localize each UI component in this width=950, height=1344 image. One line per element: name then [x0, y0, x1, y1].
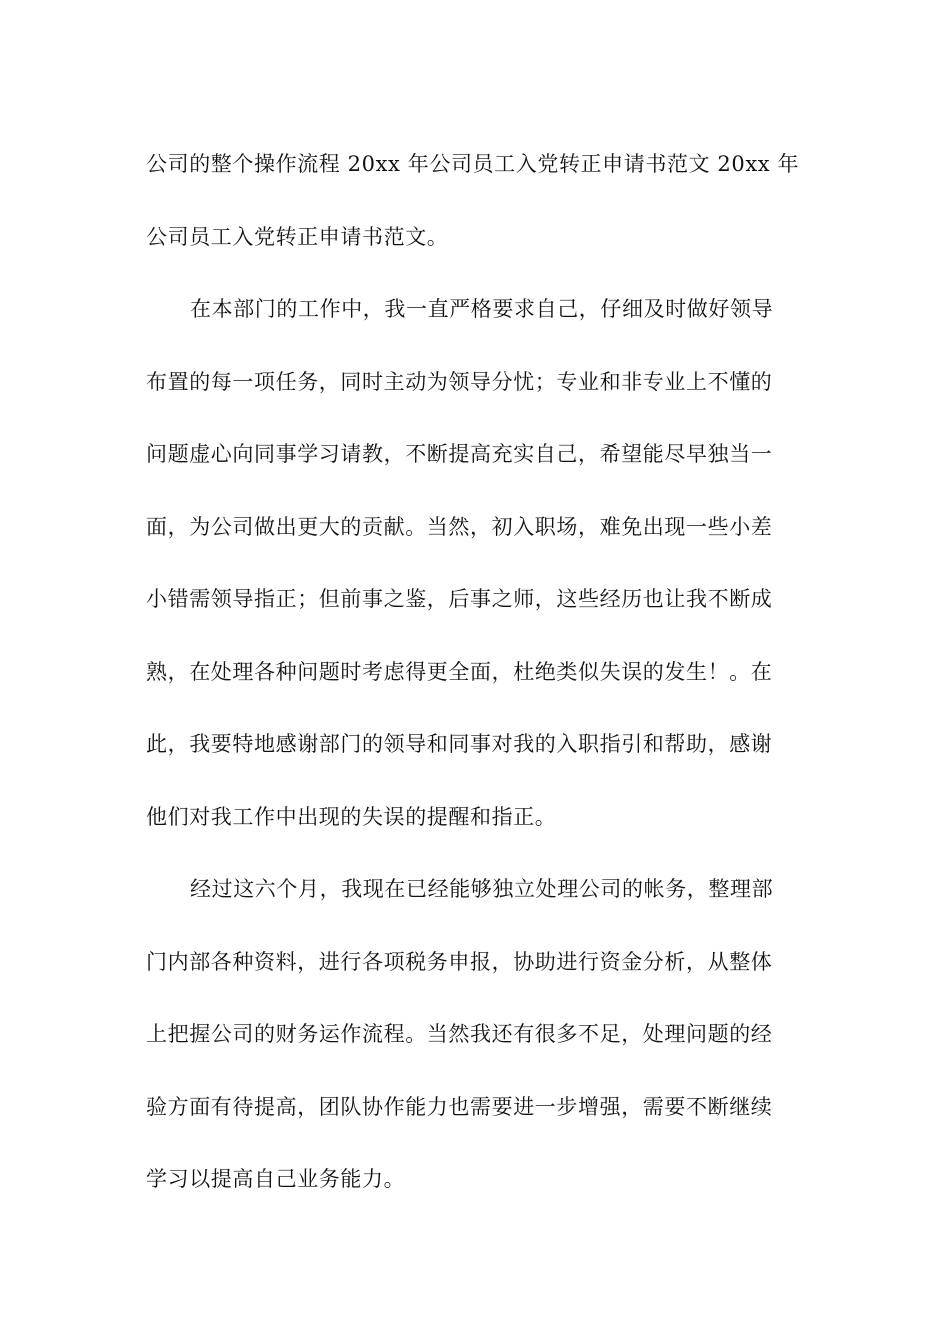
paragraph-line: 他们对我工作中出现的失误的提醒和指正。: [146, 804, 557, 829]
document-body: [146, 128, 806, 1216]
paragraph-line: 上把握公司的财务运作流程。当然我还有很多不足，处理问题的经: [146, 1022, 773, 1046]
paragraph-line: 门内部各种资料，进行各项税务申报，协助进行资金分析，从整体: [146, 949, 773, 974]
paragraph-line: 在本部门的工作中，我一直严格要求自己，仔细及时做好领导: [190, 297, 774, 321]
paragraph-line: 面，为公司做出更大的贡献。当然，初入职场，难免出现一些小差: [146, 514, 773, 539]
paragraph-line: 小错需领导指正；但前事之鉴，后事之师，这些经历也让我不断成: [146, 587, 773, 611]
paragraph-line: 熟，在处理各种问题时考虑得更全面，杜绝类似失误的发生！。在: [146, 659, 773, 684]
paragraph-line: 公司员工入党转正申请书范文。: [146, 224, 449, 249]
paragraph-1: [146, 128, 806, 273]
paragraph-2: [146, 273, 806, 853]
paragraph-line: 此，我要特地感谢部门的领导和同事对我的入职指引和帮助，感谢: [146, 732, 773, 756]
paragraph-3: [146, 853, 806, 1216]
paragraph-line: 学习以提高自己业务能力。: [146, 1167, 406, 1191]
paragraph-line: 经过这六个月，我现在已经能够独立处理公司的帐务，整理部: [190, 877, 774, 901]
paragraph-line: 公司的整个操作流程 20xx 年公司员工入党转正申请书范文 20xx 年: [146, 152, 800, 176]
paragraph-line: 验方面有待提高，团队协作能力也需要进一步增强，需要不断继续: [146, 1094, 773, 1119]
paragraph-line: 布置的每一项任务，同时主动为领导分忧；专业和非专业上不懂的: [146, 369, 773, 394]
paragraph-line: 问题虚心向同事学习请教，不断提高充实自己，希望能尽早独当一: [146, 442, 773, 466]
